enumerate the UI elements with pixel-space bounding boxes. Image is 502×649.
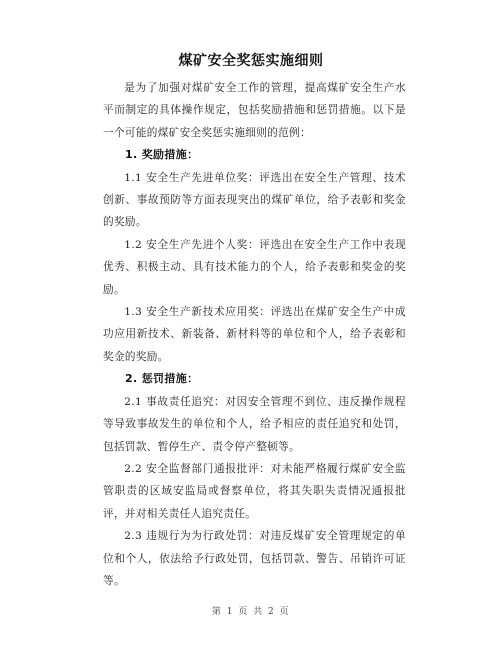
reward-item-2: 1.2 安全生产先进个人奖：评选出在安全生产工作中表现优秀、积极主动、具有技术能力的个人，给予表彰和奖金的奖励。 [103,238,406,296]
penalty-item-3: 2.3 违规行为为行政处罚：对违反煤矿安全管理规定的单位和个人，依法给予行政处罚，包括罚款、警告、吊销许可证等。 [103,530,406,587]
page-footer: 第 1 页 共 2 页 [211,607,291,617]
document-title: 煤矿安全奖惩实施细则 [178,53,324,69]
reward-item-3: 1.3 安全生产新技术应用奖：评选出在煤矿安全生产中成功应用新技术、新装备、新材料等的单位和个人，给予表彰和奖金的奖励。 [103,306,406,363]
penalty-item-1: 2.1 事故责任追究：对因安全管理不到位、违反操作规程等导致事故发生的单位和个人，给予相应的责任追究和处罚，包括罚款、暂停生产、责令停产整顿等。 [103,395,406,453]
reward-item-1: 1.1 安全生产先进单位奖：评选出在安全生产管理、技术创新、事故预防等方面表现突出的煤矿单位，给予表彰和奖金的奖励。 [103,171,406,229]
document-body [103,77,406,592]
section-heading-penalties: 2. 惩罚措施： [125,372,199,386]
section-heading-rewards: 1. 奖励措施： [125,148,199,162]
intro-paragraph: 是为了加强对煤矿安全工作的管理，提高煤矿安全生产水平而制定的具体操作规定，包括奖励措施和惩罚措施。以下是一个可能的煤矿安全奖惩实施细则的范例： [103,82,406,139]
penalty-item-2: 2.2 安全监督部门通报批评：对未能严格履行煤矿安全监管职责的区域安监局或督察单位，将其失职失责情况通报批评，并对相关责任人追究责任。 [103,462,406,520]
